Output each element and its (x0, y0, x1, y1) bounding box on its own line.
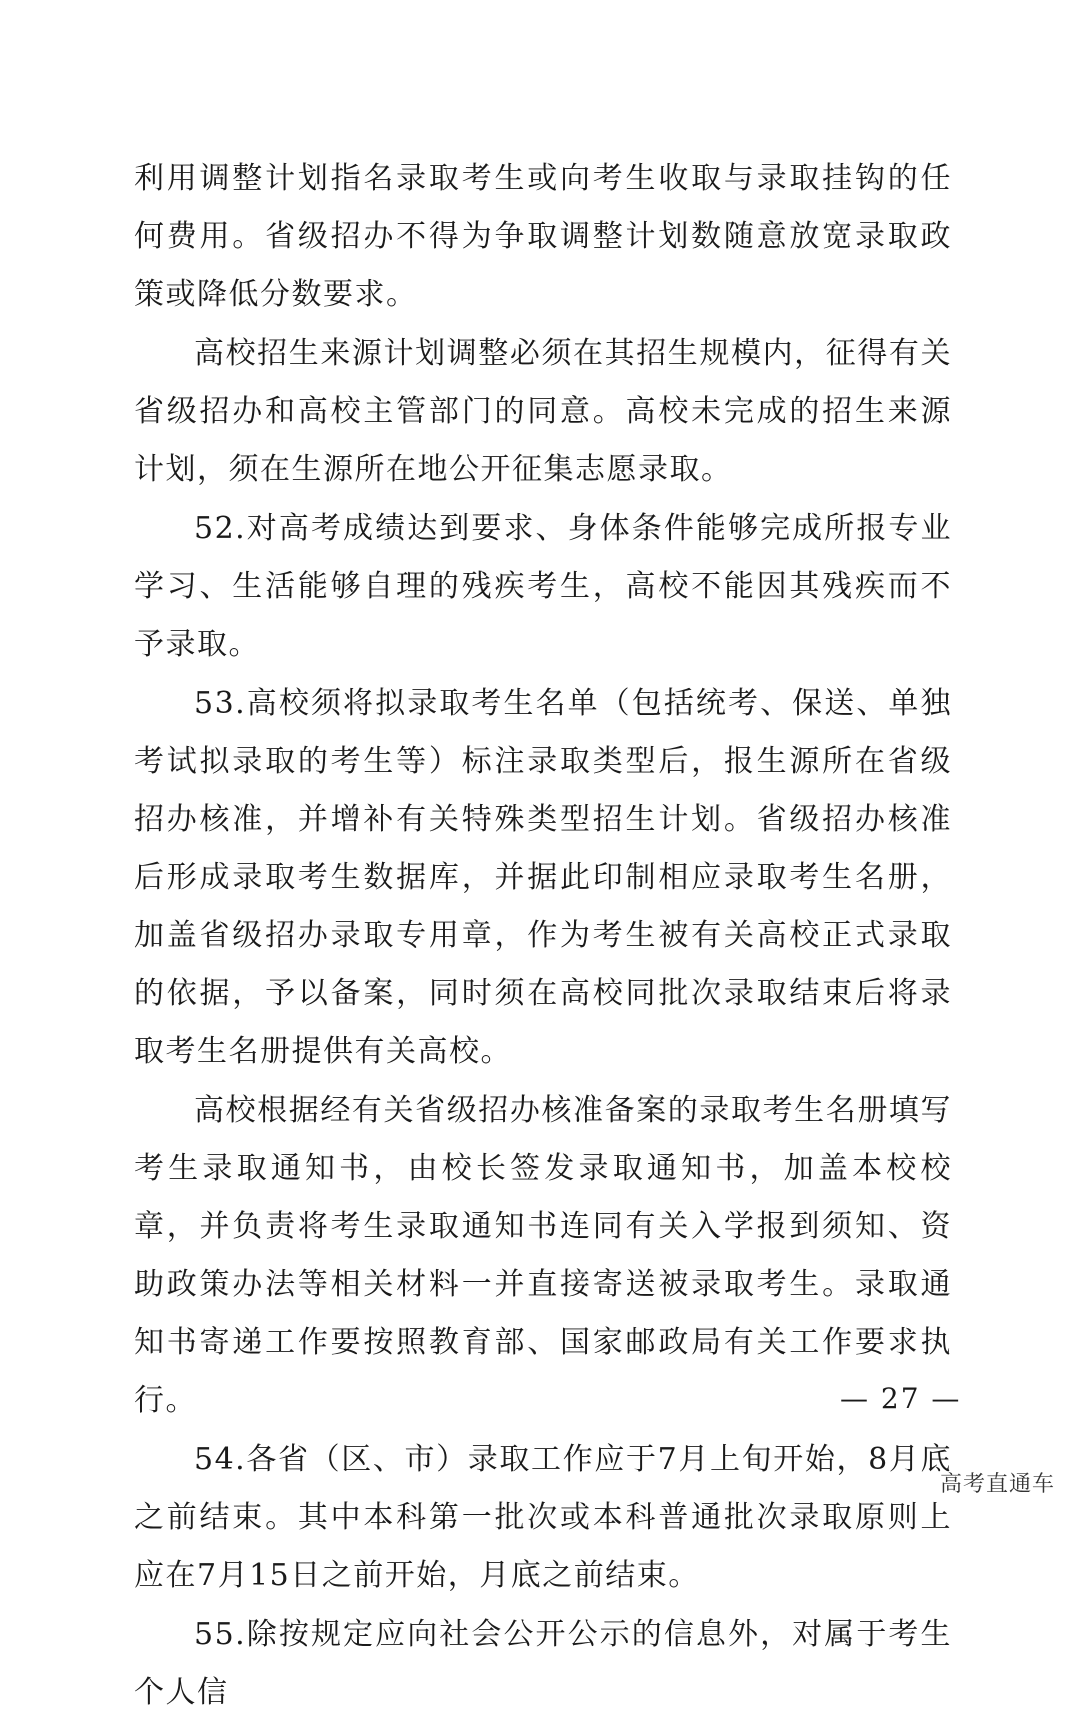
paragraph-3: 52.对高考成绩达到要求、身体条件能够完成所报专业学习、生活能够自理的残疾考生，高校不能因其残疾而不予录取。 (134, 511, 952, 662)
body-text (134, 150, 952, 1723)
paragraph-6: 54.各省（区、市）录取工作应于7月上旬开始，8月底之前结束。其中本科第一批次或本科普通批次录取原则上应在7月15日之前开始，月底之前结束。 (134, 1442, 952, 1593)
paragraph-1: 利用调整计划指名录取考生或向考生收取与录取挂钩的任何费用。省级招办不得为争取调整计划数随意放宽录取政策或降低分数要求。 (134, 161, 952, 312)
paragraph-4: 53.高校须将拟录取考生名单（包括统考、保送、单独考试拟录取的考生等）标注录取类型后，报生源所在省级招办核准，并增补有关特殊类型招生计划。省级招办核准后形成录取考生数据库，并据此印制相应录取考生名册，加盖省级招办录取专用章，作为考生被有关高校正式录取的依据，予以备案，同时须在高校同批次录取结束后将录取考生名册提供有关高校。 (134, 686, 952, 1069)
watermark-text: 高考直通车 (940, 1472, 1056, 1497)
paragraph-7: 55.除按规定应向社会公开公示的信息外，对属于考生个人信 (134, 1617, 952, 1710)
paragraph-2: 高校招生来源计划调整必须在其招生规模内，征得有关省级招办和高校主管部门的同意。高校未完成的招生来源计划，须在生源所在地公开征集志愿录取。 (134, 336, 952, 487)
paragraph-5: 高校根据经有关省级招办核准备案的录取考生名册填写考生录取通知书，由校长签发录取通知书，加盖本校校章，并负责将考生录取通知书连同有关入学报到须知、资助政策办法等相关材料一并直接寄送被录取考生。录取通知书寄递工作要按照教育部、国家邮政局有关工作要求执行。 (134, 1093, 952, 1418)
page-number: — 27 — (840, 1382, 962, 1415)
